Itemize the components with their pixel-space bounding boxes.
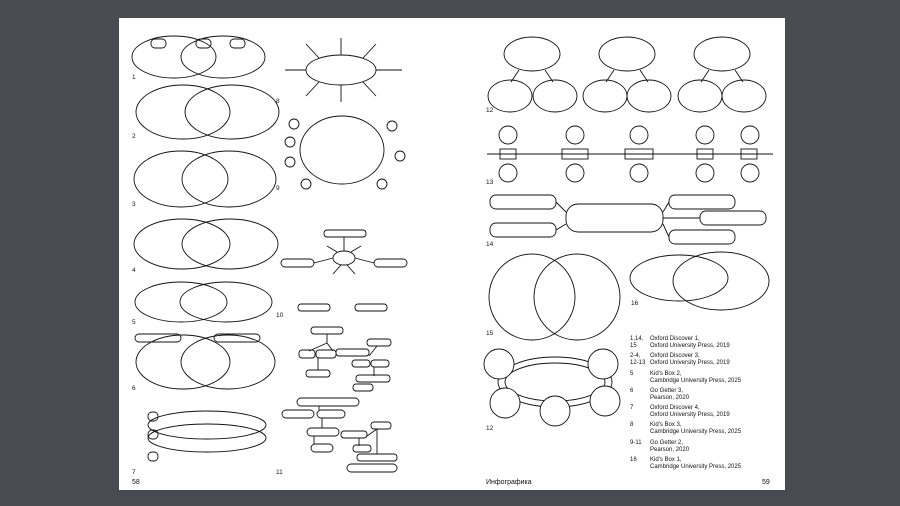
diagram-6-venn: [135, 334, 275, 389]
source-number: 9-11: [630, 439, 642, 446]
source-text: Oxford Discover 1, Oxford University Press, 2019: [650, 336, 730, 349]
source-item: [630, 353, 780, 367]
source-text: Oxford Discover 4, Oxford University Press, 2019: [650, 405, 730, 419]
figure-label-5: 5: [132, 319, 136, 326]
figure-label-12b: 12: [486, 425, 494, 432]
source-number: 7: [630, 405, 634, 412]
figure-label-16: 16: [631, 300, 639, 307]
source-number: 1,14, 15: [630, 336, 644, 349]
source-number: 8: [630, 422, 634, 429]
source-text: Kid's Box 2, Cambridge University Press, 2025: [650, 370, 742, 384]
source-number: 6: [630, 387, 634, 394]
source-number: 2-4, 12-13: [630, 353, 646, 367]
figure-label-11: 11: [276, 469, 283, 476]
source-item: [630, 457, 780, 471]
figure-label-3: 3: [132, 201, 136, 208]
figure-label-12a: 12: [486, 107, 494, 114]
figure-label-4: 4: [132, 267, 136, 274]
source-text: Oxford Discover 3, Oxford University Press, 2019: [650, 353, 730, 367]
left-page-number: 58: [132, 479, 140, 486]
diagram-5-venn: [135, 282, 272, 322]
diagram-3-venn: [134, 151, 276, 207]
diagram-8-sun: [285, 38, 402, 102]
diagram-10-spider: [281, 230, 407, 274]
figure-label-7: 7: [132, 469, 136, 476]
figure-label-6: 6: [132, 385, 136, 392]
diagram-15-venn: [489, 254, 620, 340]
figure-label-9: 9: [276, 185, 280, 192]
figure-label-8: 8: [276, 98, 280, 105]
figure-label-14: 14: [486, 241, 494, 248]
diagram-12-trees: [488, 37, 766, 112]
footer-title: Инфографика: [486, 479, 532, 486]
source-text: Go Getter 2, Pearson, 2020: [650, 439, 690, 453]
diagram-14-mindmap: [490, 195, 766, 244]
diagram-1-venn: [132, 36, 265, 78]
figure-label-1: 1: [132, 74, 136, 81]
source-item: [630, 388, 780, 402]
diagram-11-trees: [282, 304, 397, 472]
source-list: [630, 336, 780, 474]
source-number: 5: [630, 370, 634, 377]
diagram-16-venn: [630, 252, 769, 310]
diagram-4-venn: [134, 219, 278, 269]
diagram-9-circle: [285, 116, 405, 189]
source-number: 16: [630, 457, 637, 464]
book-spread: [119, 18, 785, 490]
source-item: [630, 422, 780, 436]
source-item: [630, 405, 780, 419]
source-text: Go Getter 3, Pearson, 2020: [650, 387, 690, 401]
figure-label-15: 15: [486, 330, 494, 337]
source-text: Kid's Box 1, Cambridge University Press, 2025: [650, 457, 742, 471]
source-item: [630, 371, 780, 385]
figure-label-2: 2: [132, 133, 136, 140]
right-page-number: 59: [762, 479, 770, 486]
figure-label-10: 10: [276, 312, 284, 319]
figure-label-13: 13: [486, 179, 494, 186]
diagram-2-venn: [136, 85, 279, 139]
source-text: Kid's Box 3, Cambridge University Press, 2025: [650, 422, 742, 436]
diagram-7-ellipses: [148, 411, 266, 461]
source-item: [630, 336, 780, 350]
source-item: [630, 440, 780, 454]
diagram-12-cycle: [484, 349, 620, 426]
diagram-13-timeline: [487, 126, 773, 182]
